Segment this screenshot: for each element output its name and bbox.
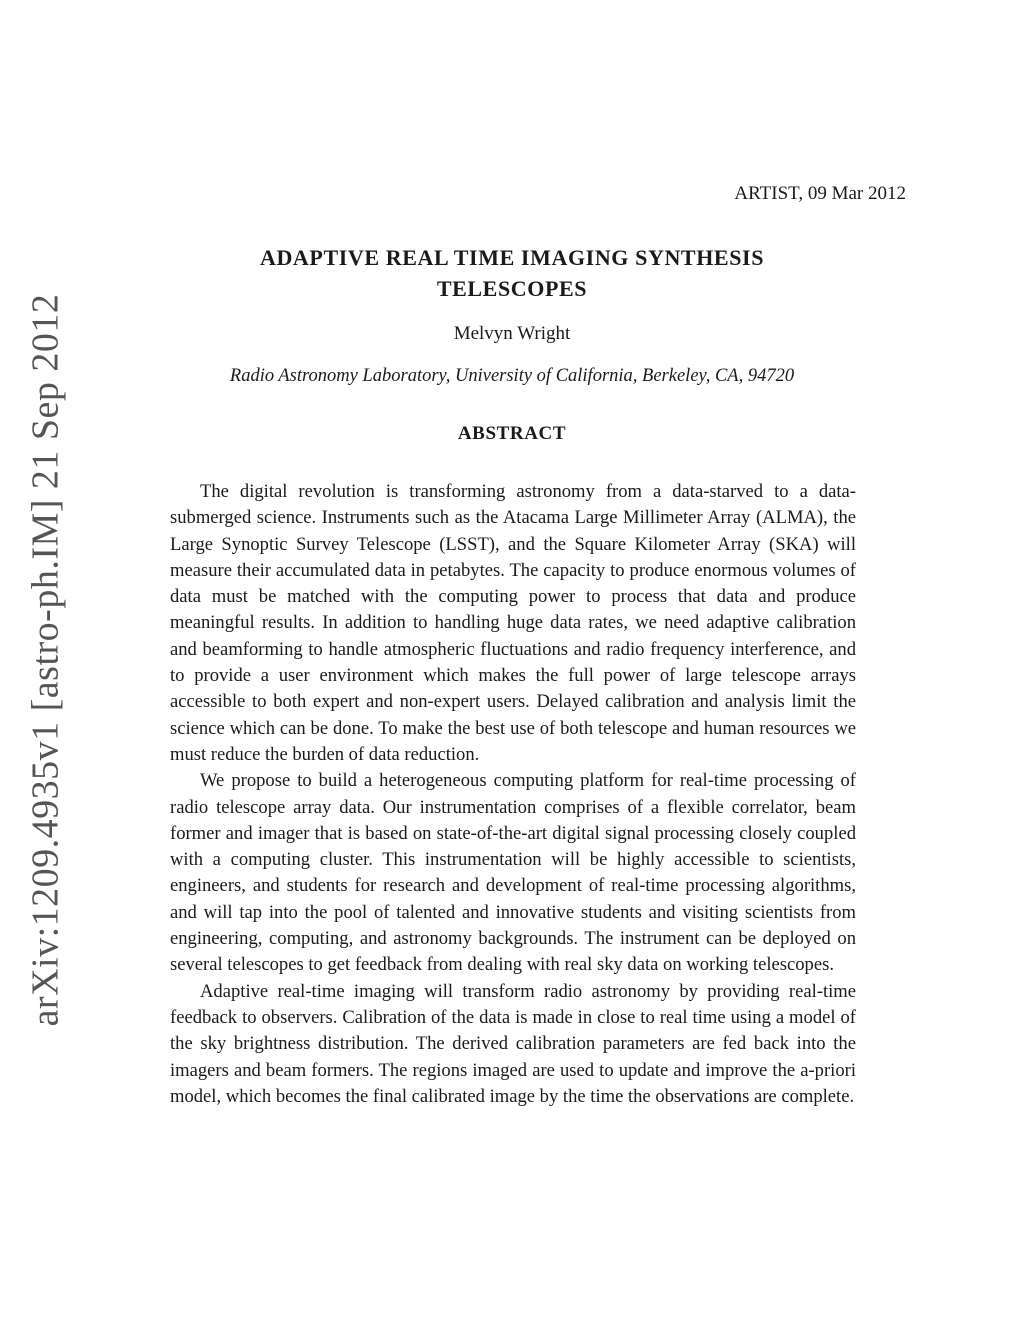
abstract-heading: ABSTRACT [457,423,567,444]
arxiv-identifier: arXiv:1209.4935v1 [astro-ph.IM] 21 Sep 2012 [24,293,67,1027]
abstract-paragraph-2: We propose to build a heterogeneous computing platform for real-time processing of radio telescope array data. Our instrumentation comprises of a flexible correlator, beam former and imager that is based on state-of-the-art digital signal processing closely coupled with a computing cluster. This instrumentation will be highly accessible to scientists, engineers, and students for research and development of real-time processing algorithms, and will tap into the pool of talented and innovative students and visiting scientists from engineering, computing, and astronomy backgrounds. The instrument can be deployed on several telescopes to get feedback from dealing with real sky data on working telescopes. [170,770,856,976]
venue-date: ARTIST, 09 Mar 2012 [734,183,906,204]
paper-title [170,242,854,304]
arxiv-side-stamp [20,293,70,1027]
abstract-paragraph-3: Adaptive real-time imaging will transform radio astronomy by providing real-time feedback to observers. Calibration of the data is made in close to real time using a model of the sky brightness distribution. The derived calibration parameters are fed back into the imagers and beam formers. The regions imaged are used to update and improve the a-priori model, which becomes the final calibrated image by the time the observations are complete. [170,980,856,1107]
author-name: Melvyn Wright [453,323,571,344]
abstract-paragraph-1: The digital revolution is transforming astronomy from a data-starved to a data-submerged science. Instruments such as the Atacama Large Millimeter Array (ALMA), the Large Synoptic Survey Telescope (LSST), and the Square Kilometer Array (SKA) will measure their accumulated data in petabytes. The capacity to produce enormous volumes of data must be matched with the computing power to process that data and produce meaningful results. In addition to handling huge data rates, we need adaptive calibration and beamforming to handle atmospheric fluctuations and radio frequency interference, and to provide a user environment which makes the full power of large telescope arrays accessible to both expert and non-expert users. Delayed calibration and analysis limit the science which can be done. To make the best use of both telescope and human resources we must reduce the burden of data reduction. [170,481,856,765]
title-line-1: ADAPTIVE REAL TIME IMAGING SYNTHESIS [259,245,765,270]
abstract-body [170,479,856,1110]
author-affiliation: Radio Astronomy Laboratory, University of California, Berkeley, CA, 94720 [229,366,795,386]
title-line-2: TELESCOPES [436,276,588,301]
